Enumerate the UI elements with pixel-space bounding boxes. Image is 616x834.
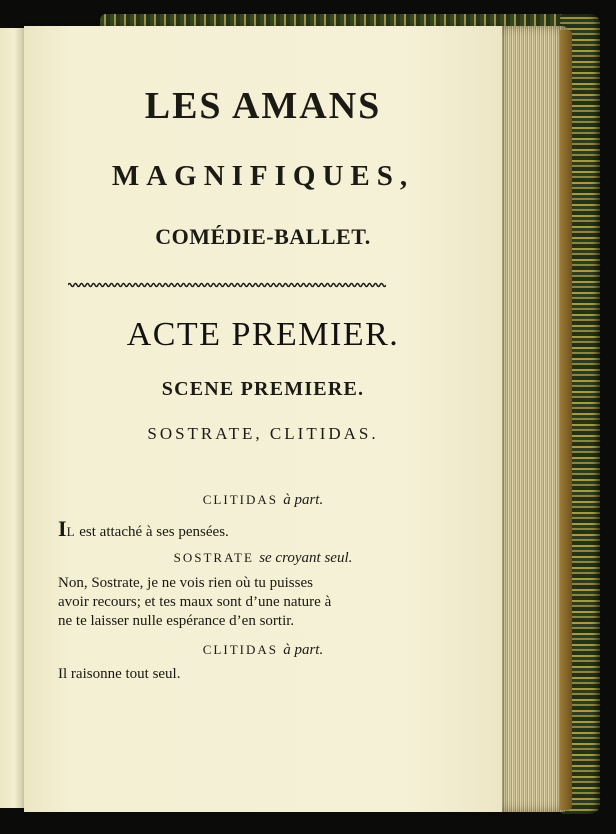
page-edges: [498, 26, 568, 812]
speaker-name: CLITIDAS: [202, 492, 278, 507]
speaker-name: CLITIDAS: [202, 642, 278, 657]
paragraph-line: Non, Sostrate, je ne vois rien où tu puisses: [58, 575, 313, 591]
stage-direction: à part.: [283, 492, 324, 508]
dialogue-line: Il raisonne tout seul.: [58, 666, 181, 682]
dialogue-paragraph: [58, 574, 410, 631]
speaker-heading: [24, 550, 502, 567]
title-line-1: LES AMANS: [144, 85, 382, 127]
speaker-heading: [24, 492, 502, 509]
drop-cap: I: [58, 516, 67, 541]
scene-heading: SCENE PREMIERE.: [161, 378, 365, 400]
gilt-edge: [560, 30, 572, 810]
facing-page: [0, 28, 25, 808]
small-cap: L: [66, 524, 76, 539]
stage-direction: à part.: [283, 642, 324, 658]
act-heading: ACTE PREMIER.: [126, 316, 400, 353]
dialogue-line: [58, 516, 229, 542]
wavy-rule-divider: [68, 280, 386, 290]
paragraph-line: avoir recours; et tes maux sont d’une nature à: [58, 594, 332, 610]
speaker-heading: [24, 642, 502, 659]
title-line-2: MAGNIFIQUES,: [111, 160, 415, 192]
dialogue-text: est attaché à ses pensées.: [75, 524, 229, 540]
book-page: [24, 26, 502, 812]
genre-subtitle: COMÉDIE-BALLET.: [155, 224, 371, 249]
speaker-name: SOSTRATE: [173, 550, 254, 565]
scene-characters: SOSTRATE, CLITIDAS.: [147, 424, 379, 443]
paragraph-line: ne te laisser nulle espérance d’en sortir.: [58, 613, 295, 629]
stage-direction: se croyant seul.: [259, 550, 353, 566]
